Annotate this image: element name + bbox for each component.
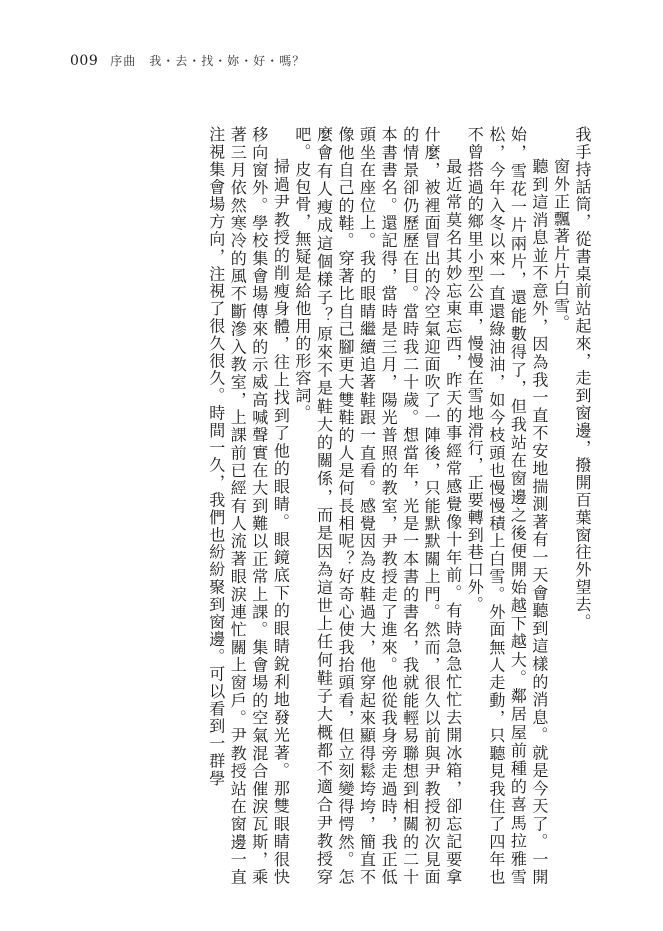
paragraph: 我手持話筒，從書桌前站起來，走到窗邊，撥開百葉窗往外望去。: [573, 126, 592, 631]
paragraph: 最近常莫名其妙忘東忘西，昨天的事經常感覺像十年前。有時急急忙忙去開冰箱，卻忘記要拿什麼，被裡面冒出的冷空氣迎面吹了一陣後，只能默默關上門。然而，很久以前與尹教授初次見面的情景卻仍歷歷在目。當時我二十歲。想當年，光是一本書的書名，我就能輕易聯想到相關的二十本書書名。還記得，當時是三月，陽光普照的教室，尹教授走了進來。他從我身旁走過時，我正低頭坐在座位上。我的眼睛繼續追著鞋跟一直看。感覺因為皮鞋過大，他穿起來顯得鬆垮垮，簡直不像他自己的鞋。穿著比自己腳更大雙鞋的人是何長相呢？好奇心使我抬頭看，但立刻變得愕然。怎麼會有人瘦成這個樣子？原來不是鞋大的關係，而是因為這世上任何鞋子大概都不適合尹教授穿吧。皮包骨，無疑是給他用的形容詞。: [292, 126, 463, 886]
paragraph: 窗外正飄著片片白雪。: [551, 158, 571, 332]
paragraph: 掃過尹教授的削瘦身體，往上找到了他的眼睛。眼鏡底下的眼睛銳利地發光著。那雙眼睛很快移向窗外。學校集會場傳來的示威高喊聲實在大到難以正常上課。集會場的空氣混合催淚瓦斯，乘著三月依然寒冷的風不斷滲入教室，上課前已經有人流著眼淚連忙關上窗戶。尹教授站在窗邊一直注視集會場方向，注視了很久很久。時間一久，我們也紛紛聚到窗邊。可以看到一群學: [206, 126, 291, 886]
body-text: [70, 126, 593, 886]
page-header: [70, 52, 305, 72]
running-title: 序曲 我・去・找・妳・好・嗎？: [110, 54, 306, 68]
paragraph: 聽到這消息並不意外，因為我一直不安地揣測著有一天會聽到這樣的消息。就是今天了。一開始，雪花一片兩片，還能數得了，但我站在窗邊之後便開始越下越大。鄰居屋前種的喜馬拉雅雪松，今年入冬以來一直還綠油油，如今枝頭也慢慢積上白雪。外面無人走動，只聽見我住了四年也不曾搭過的鄉里小型公車，慢慢在雪地滑行，正要轉到巷口外。: [465, 126, 549, 886]
page-number: 009: [70, 53, 99, 69]
